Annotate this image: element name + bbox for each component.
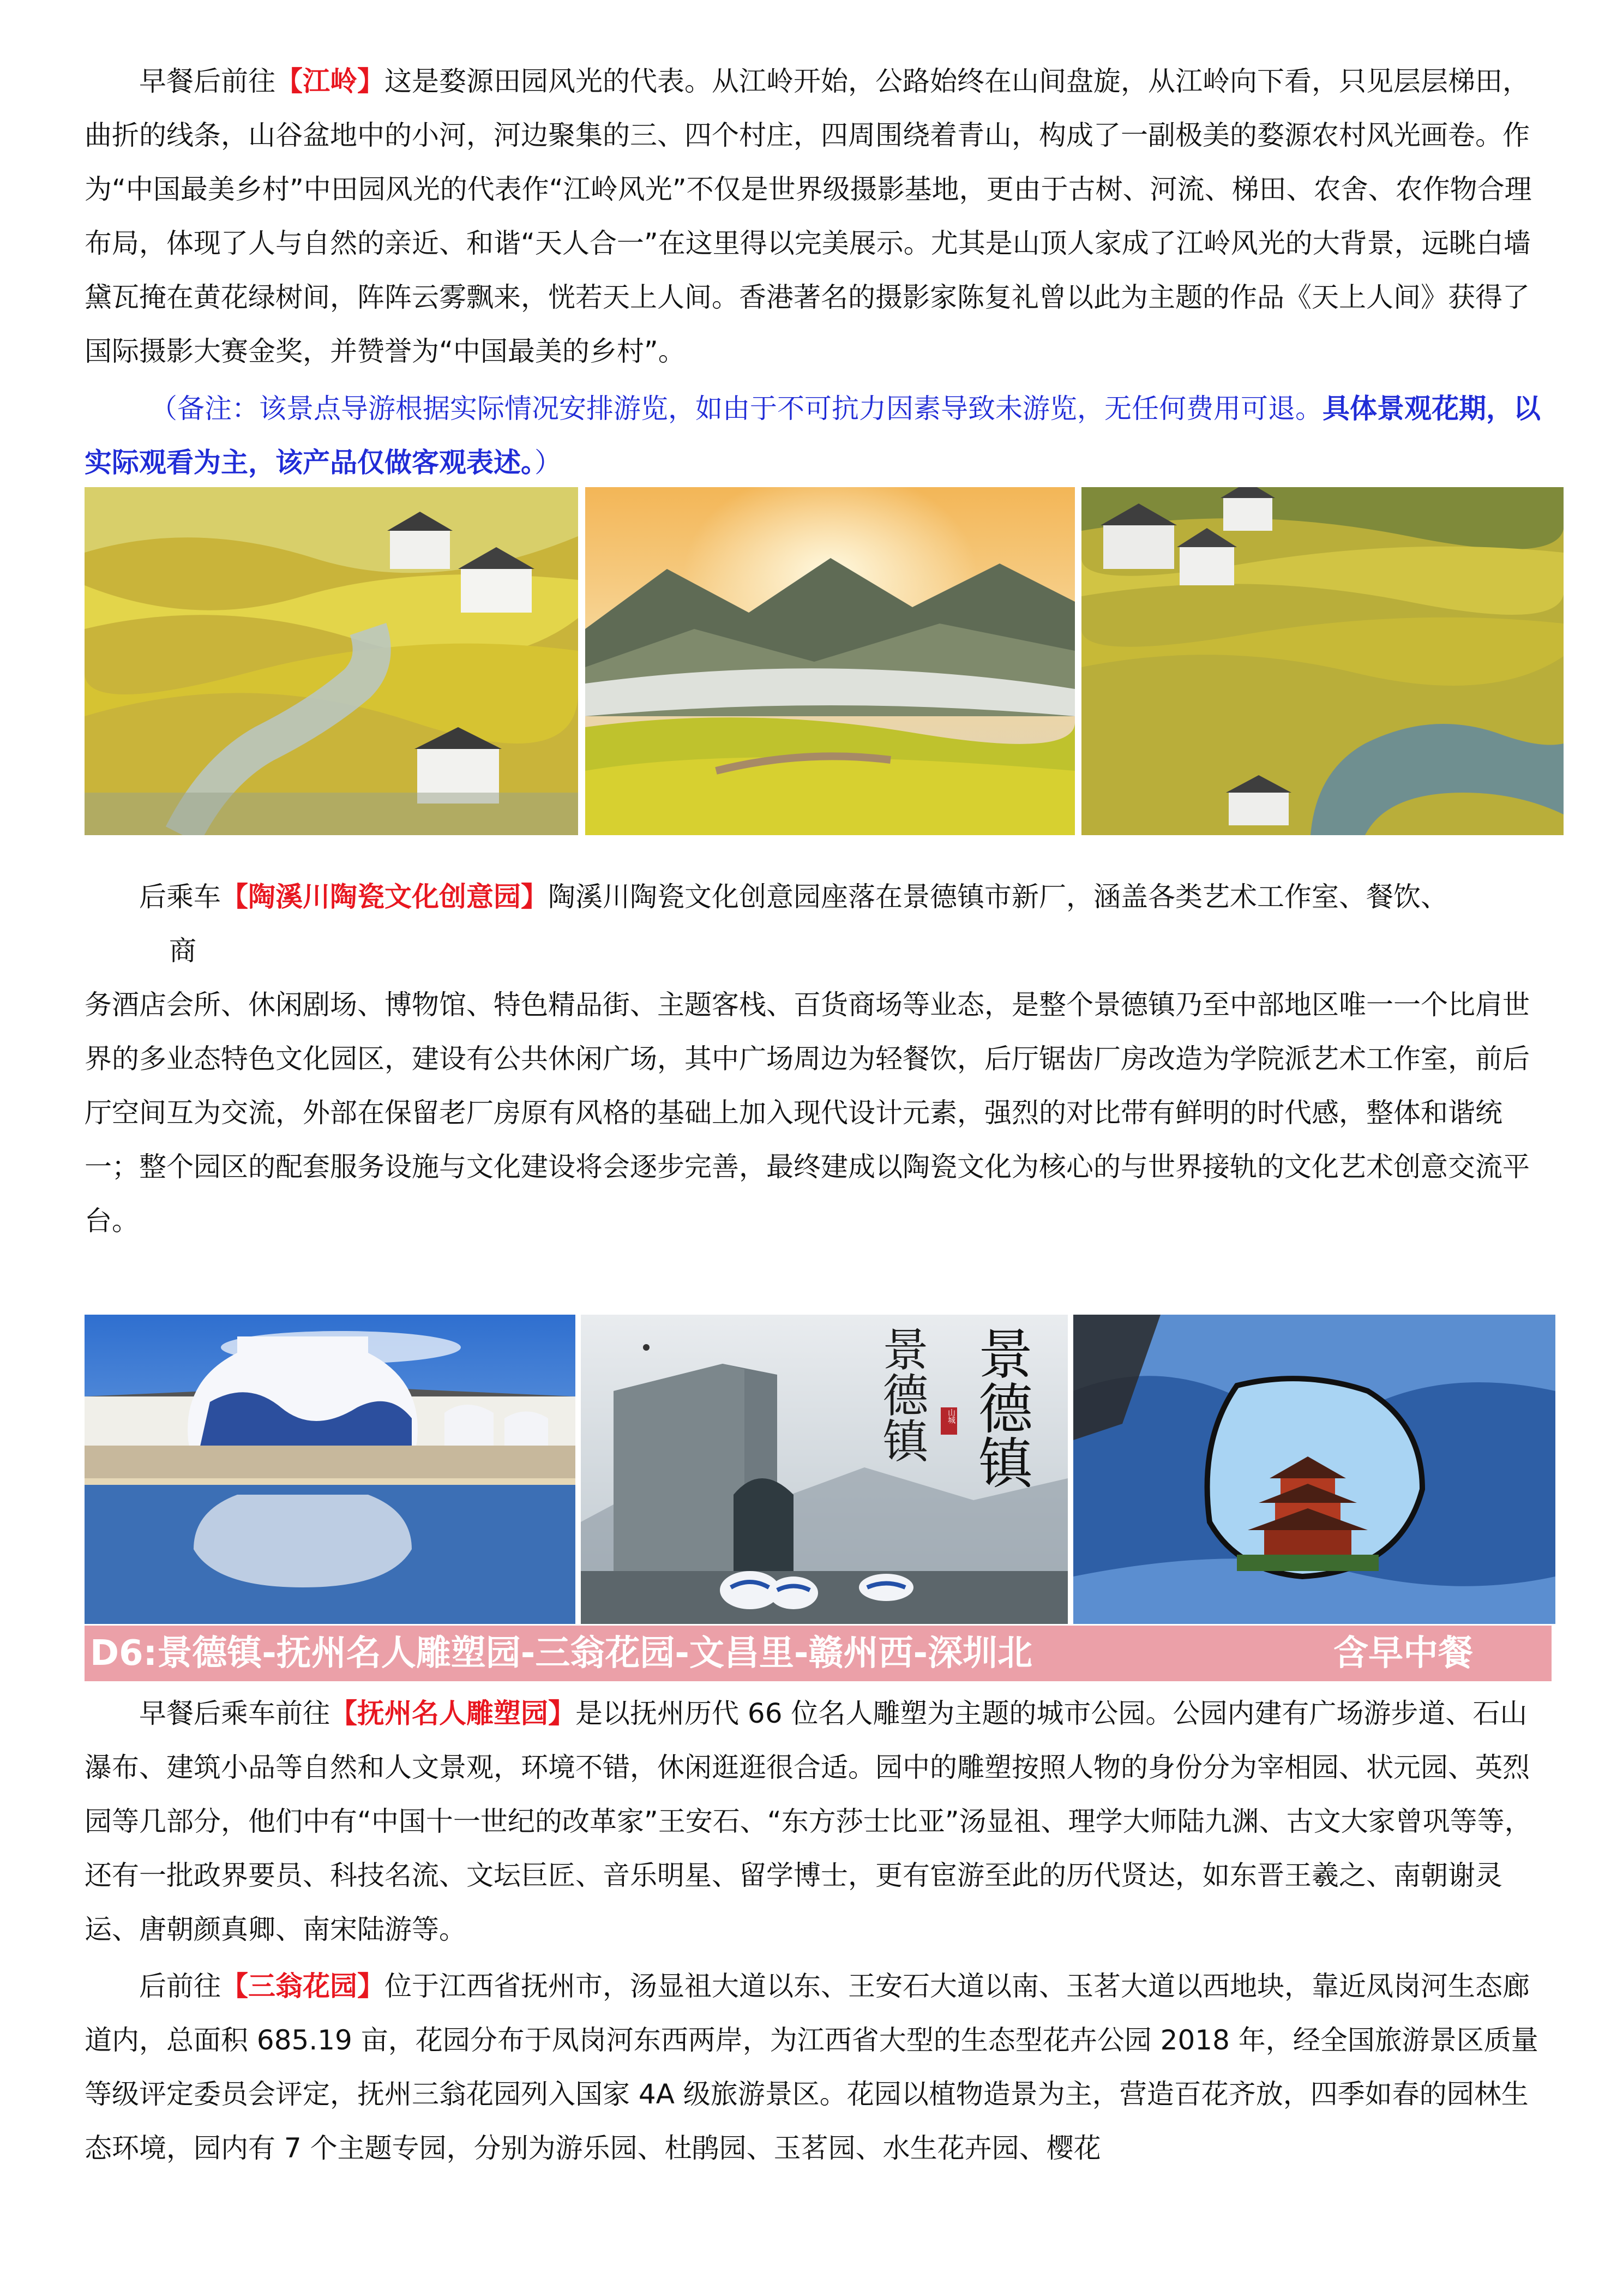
note-remark: （备注：该景点导游根据实际情况安排游览，如由于不可抗力因素导致未游览，无任何费用可退。具体景观花期，以实际观看为主，该产品仅做客观表述。） — [85, 393, 1541, 478]
photo-terraced-fields — [1081, 487, 1564, 835]
photo-pavilion-tiles — [1073, 1315, 1555, 1624]
section-jiangling: 早餐后前往【江岭】这是婺源田园风光的代表。从江岭开始，公路始终在山间盘旋，从江岭向下看，只见层层梯田，曲折的线条，山谷盆地中的小河，河边聚集的三、四个村庄，四周围绕着青山，构成了一副极美的婺源农村风光画卷。作为“中国最美乡村”中田园风光的代表作“江岭风光”不仅是世界级摄影基地，更由于古树、河流、梯田、农舍、农作物合理布局，体现了人与自然的亲近、和谐“天人合一”在这里得以完美展示。尤其是山顶人家成了江岭风光的大背景，远眺白墙黛瓦掩在黄花绿树间，阵阵云雾飘来，恍若天上人间。香港著名的摄影家陈复礼曾以此为主题的作品《天上人间》获得了国际摄影大赛金奖，并赞誉为“中国最美的乡村”。 — [85, 65, 1532, 367]
day-header-d6 — [85, 1626, 1552, 1681]
sculpture-park-highlight: 【抚州名人雕塑园】 — [330, 1698, 575, 1729]
day-meals: 含早中餐 — [1333, 1633, 1473, 1674]
photo-rapeseed-village — [85, 487, 578, 835]
calligraphy-large: 景德镇 — [969, 1326, 1033, 1489]
section-taoxichuan — [85, 870, 1552, 1248]
section-sanweng-garden: 后前往【三翁花园】位于江西省抚州市，汤显祖大道以东、王安石大道以南、玉茗大道以西地块，靠近凤岗河生态廊道内，总面积 685.19 亩，花园分布于凤岗河东西两岸，为江西省大型的生态型花卉公园 2018 年，经全国旅游景区质量等级评定委员会评定，抚州三翁花园列入国家 4A 级旅游景区。花园以植物造景为主，营造百花齐放，四季如春的园林生态环境，园内有 7 个主题专园，分别为游乐园、杜鹃园、玉茗园、水生花卉园、樱花 — [85, 1970, 1538, 2164]
taoxichuan-line2: 商 — [169, 935, 196, 967]
day-title: D6:景德镇-抚州名人雕塑园-三翁花园-文昌里-赣州西-深圳北 — [90, 1633, 1033, 1674]
jiangling-highlight: 【江岭】 — [275, 65, 384, 97]
photo-porcelain-buildings — [85, 1315, 575, 1624]
taoxichuan-rest: 务酒店会所、休闲剧场、博物馆、特色精品街、主题客栈、百货商场等业态，是整个景德镇乃至中部地区唯一一个比肩世界的多业态特色文化园区，建设有公共休闲广场，其中广场周边为轻餐饮，后厅锯齿厂房改造为学院派艺术工作室，前后厅空间互为交流，外部在保留老厂房原有风格的基础上加入现代设计元素，强烈的对比带有鲜明的时代感，整体和谐统一；整个园区的配套服务设施与文化建设将会逐步完善，最终建成以陶瓷文化为核心的与世界接轨的文化艺术创意交流平台。 — [85, 989, 1530, 1237]
section-sculpture-park: 早餐后乘车前往【抚州名人雕塑园】是以抚州历代 66 位名人雕塑为主题的城市公园。公园内建有广场游步道、石山瀑布、建筑小品等自然和人文景观，环境不错，休闲逛逛很合适。园中的雕塑按照人物的身份分为宰相园、状元园、英烈园等几部分，他们中有“中国十一世纪的改革家”王安石、“东方莎士比亚”汤显祖、理学大师陆九渊、古文大家曾巩等等，还有一批政界要员、科技名流、文坛巨匠、音乐明星、留学博士，更有宦游至此的历代贤达，如东晋王羲之、南朝谢灵运、唐朝颜真卿、南宋陆游等。 — [85, 1698, 1532, 1945]
photo-sunrise-mountains — [585, 487, 1075, 835]
photo-jingdezhen-calligraphy — [581, 1315, 1068, 1624]
taoxichuan-line1: 后乘车【陶溪川陶瓷文化创意园】陶溪川陶瓷文化创意园座落在景德镇市新厂，涵盖各类艺术工作室、餐饮、 — [139, 881, 1448, 913]
sanweng-highlight: 【三翁花园】 — [221, 1970, 384, 2002]
photo-row-jiangling — [85, 487, 1564, 835]
calligraphy-small: 景德镇 — [875, 1326, 929, 1463]
photo-row-jingdezhen — [85, 1315, 1555, 1624]
taoxichuan-highlight: 【陶溪川陶瓷文化创意园】 — [221, 881, 548, 913]
seal-stamp: 山城 — [947, 1408, 955, 1424]
